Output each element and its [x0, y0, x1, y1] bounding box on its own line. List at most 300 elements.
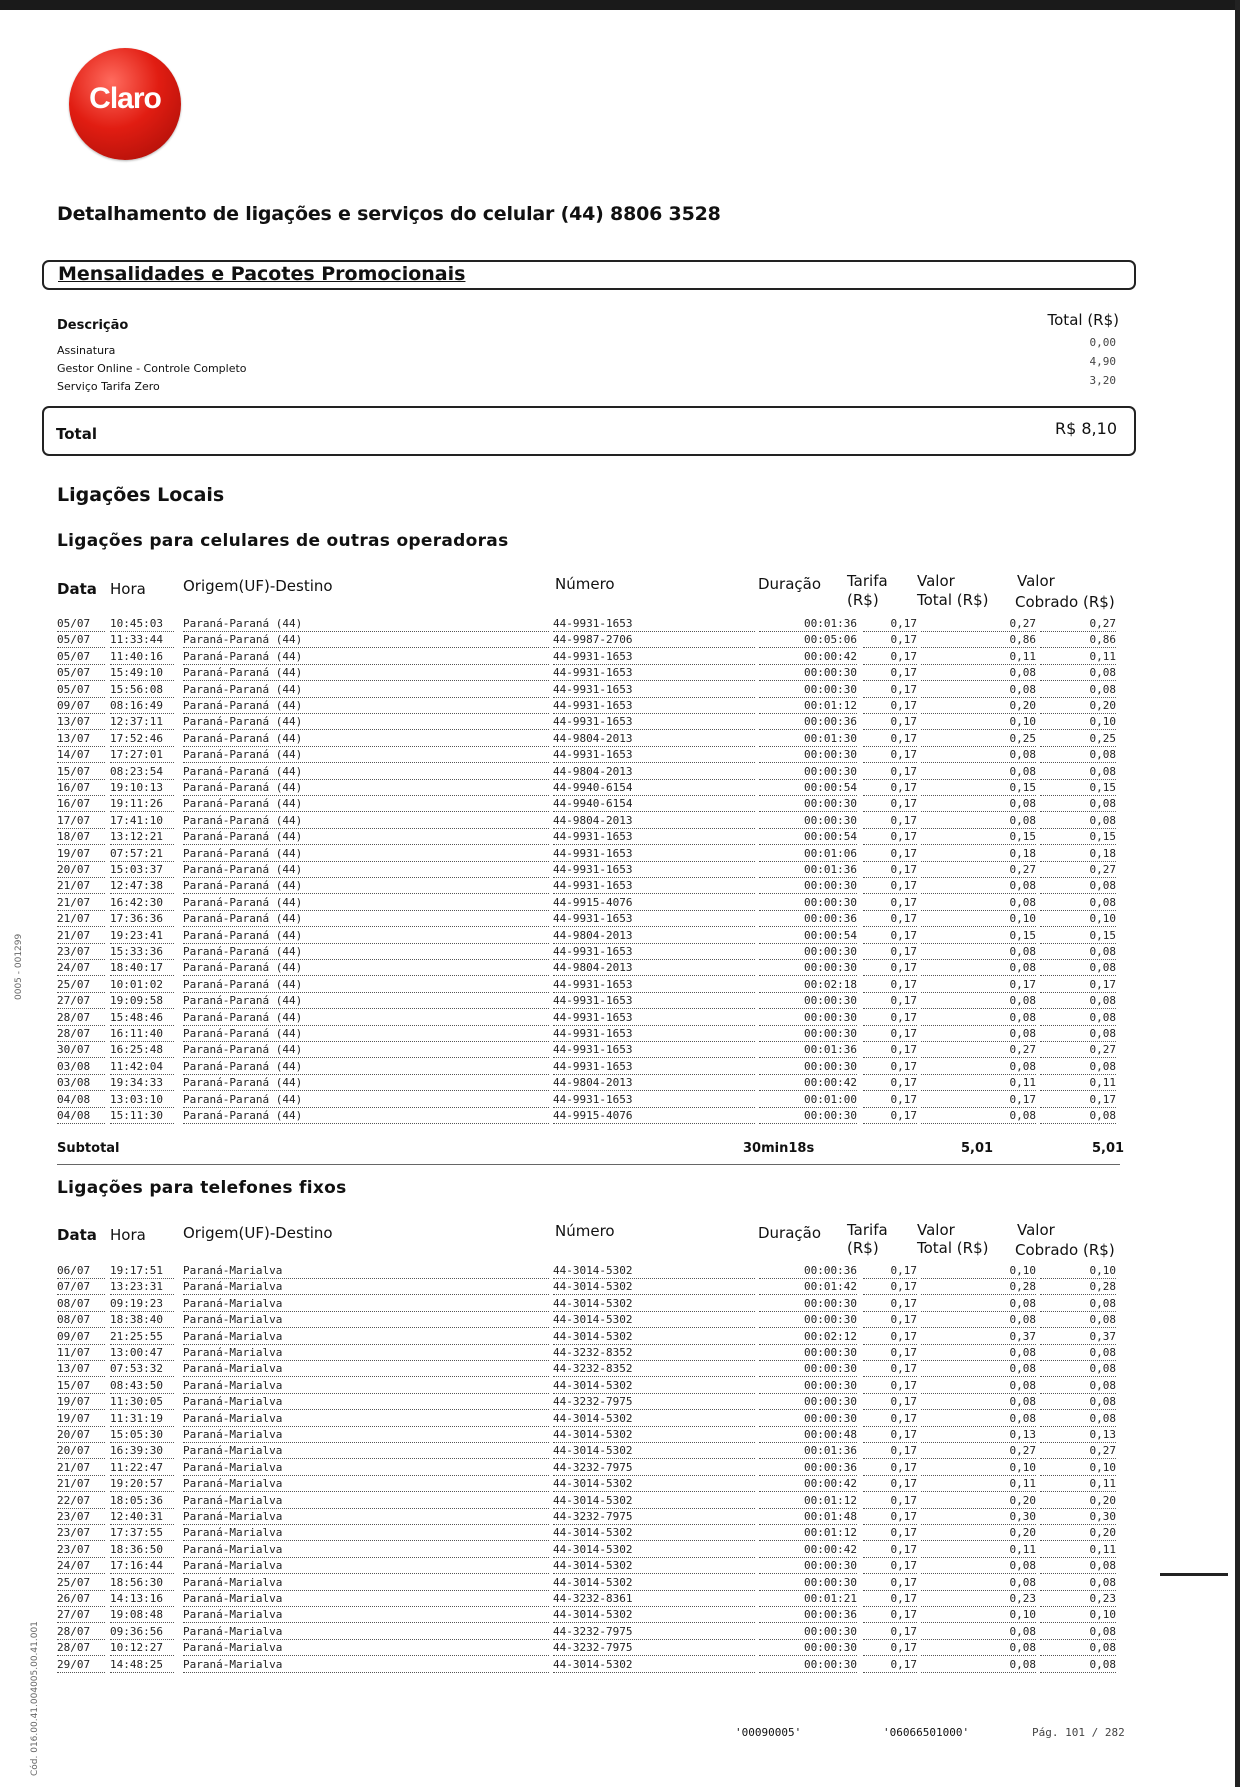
cell-valor-cobrado: 0,25	[1040, 732, 1116, 747]
cell-data: 04/08	[57, 1093, 105, 1108]
cell-hora: 08:16:49	[110, 699, 174, 714]
table-row	[57, 666, 1120, 681]
cell-origem: Paraná-Marialva	[183, 1510, 549, 1525]
cell-origem: Paraná-Marialva	[183, 1494, 549, 1509]
cell-origem: Paraná-Paraná (44)	[183, 617, 549, 632]
cell-valor-total: 0,08	[921, 879, 1036, 894]
cell-numero: 44-9931-1653	[553, 683, 755, 698]
cell-valor-total: 0,08	[921, 1658, 1036, 1673]
cell-data: 05/07	[57, 633, 105, 648]
cell-duracao: 00:00:30	[759, 666, 857, 681]
cell-valor-cobrado: 0,11	[1040, 1477, 1116, 1492]
cell-numero: 44-9931-1653	[553, 994, 755, 1009]
cell-data: 26/07	[57, 1592, 105, 1607]
cell-data: 03/08	[57, 1076, 105, 1091]
cell-data: 19/07	[57, 1395, 105, 1410]
cell-duracao: 00:01:12	[759, 1526, 857, 1541]
cell-duracao: 00:00:36	[759, 1608, 857, 1623]
cell-hora: 19:23:41	[110, 929, 174, 944]
cell-duracao: 00:00:36	[759, 1264, 857, 1279]
side-code: 0005 - 001299	[14, 933, 24, 1000]
cell-data: 05/07	[57, 617, 105, 632]
cell-numero: 44-9804-2013	[553, 814, 755, 829]
cell-hora: 14:13:16	[110, 1592, 174, 1607]
cell-hora: 19:10:13	[110, 781, 174, 796]
cell-origem: Paraná-Paraná (44)	[183, 945, 549, 960]
cell-origem: Paraná-Paraná (44)	[183, 765, 549, 780]
cell-duracao: 00:00:36	[759, 912, 857, 927]
cell-valor-cobrado: 0,08	[1040, 1576, 1116, 1591]
cell-valor-cobrado: 0,08	[1040, 1658, 1116, 1673]
cell-valor-cobrado: 0,10	[1040, 715, 1116, 730]
cell-origem: Paraná-Paraná (44)	[183, 1109, 549, 1124]
cell-origem: Paraná-Paraná (44)	[183, 994, 549, 1009]
cell-origem: Paraná-Marialva	[183, 1477, 549, 1492]
table-row	[57, 699, 1120, 714]
cell-origem: Paraná-Paraná (44)	[183, 781, 549, 796]
cell-data: 20/07	[57, 1428, 105, 1443]
table-row	[57, 1412, 1120, 1427]
cell-numero: 44-3014-5302	[553, 1280, 755, 1295]
cell-valor-cobrado: 0,08	[1040, 797, 1116, 812]
cell-valor-total: 0,11	[921, 650, 1036, 665]
cell-duracao: 00:00:30	[759, 945, 857, 960]
cell-numero: 44-9940-6154	[553, 797, 755, 812]
cell-valor-cobrado: 0,18	[1040, 847, 1116, 862]
cell-hora: 09:36:56	[110, 1625, 174, 1640]
cell-duracao: 00:00:30	[759, 797, 857, 812]
cell-valor-total: 0,10	[921, 1608, 1036, 1623]
cell-valor-cobrado: 0,08	[1040, 961, 1116, 976]
cell-data: 08/07	[57, 1313, 105, 1328]
table-row	[57, 1043, 1120, 1058]
cell-numero: 44-9931-1653	[553, 830, 755, 845]
cell-data: 06/07	[57, 1264, 105, 1279]
cell-origem: Paraná-Marialva	[183, 1625, 549, 1640]
cell-numero: 44-9915-4076	[553, 1109, 755, 1124]
cell-valor-cobrado: 0,15	[1040, 830, 1116, 845]
col-tarifa-unit: (R$)	[847, 591, 879, 609]
cell-data: 05/07	[57, 683, 105, 698]
top-border	[0, 0, 1240, 10]
col-hora: Hora	[110, 1226, 146, 1244]
cell-hora: 16:42:30	[110, 896, 174, 911]
cell-valor-total: 0,10	[921, 1264, 1036, 1279]
cell-hora: 21:25:55	[110, 1330, 174, 1345]
cell-hora: 12:40:31	[110, 1510, 174, 1525]
cell-tarifa: 0,17	[863, 1477, 917, 1492]
cell-data: 28/07	[57, 1011, 105, 1026]
cell-data: 17/07	[57, 814, 105, 829]
cell-valor-total: 0,86	[921, 633, 1036, 648]
table-row	[57, 1428, 1120, 1443]
cell-valor-cobrado: 0,10	[1040, 1461, 1116, 1476]
cell-duracao: 00:00:30	[759, 896, 857, 911]
cell-valor-cobrado: 0,10	[1040, 1608, 1116, 1623]
cell-numero: 44-9940-6154	[553, 781, 755, 796]
cell-valor-total: 0,10	[921, 1461, 1036, 1476]
cell-tarifa: 0,17	[863, 1412, 917, 1427]
cell-duracao: 00:00:30	[759, 1379, 857, 1394]
subsection-title-fixos: Ligações para telefones fixos	[57, 1178, 347, 1198]
cell-origem: Paraná-Marialva	[183, 1444, 549, 1459]
cell-valor-cobrado: 0,08	[1040, 1109, 1116, 1124]
cell-numero: 44-9931-1653	[553, 1060, 755, 1075]
cell-tarifa: 0,17	[863, 781, 917, 796]
cell-numero: 44-3014-5302	[553, 1412, 755, 1427]
cell-hora: 18:05:36	[110, 1494, 174, 1509]
cell-tarifa: 0,17	[863, 863, 917, 878]
cell-valor-cobrado: 0,08	[1040, 1060, 1116, 1075]
table-row	[57, 1027, 1120, 1042]
cell-valor-cobrado: 0,08	[1040, 1313, 1116, 1328]
cell-tarifa: 0,17	[863, 1011, 917, 1026]
cell-data: 14/07	[57, 748, 105, 763]
cell-hora: 10:01:02	[110, 978, 174, 993]
cell-tarifa: 0,17	[863, 1592, 917, 1607]
table-row	[57, 683, 1120, 698]
cell-duracao: 00:01:21	[759, 1592, 857, 1607]
cell-duracao: 00:02:12	[759, 1330, 857, 1345]
cell-hora: 11:30:05	[110, 1395, 174, 1410]
cell-origem: Paraná-Paraná (44)	[183, 1060, 549, 1075]
table-row	[57, 1641, 1120, 1656]
cell-valor-cobrado: 0,08	[1040, 1395, 1116, 1410]
table-row	[57, 765, 1120, 780]
table-row	[57, 1280, 1120, 1295]
cell-numero: 44-3232-8352	[553, 1346, 755, 1361]
cell-tarifa: 0,17	[863, 1461, 917, 1476]
service-item: Gestor Online - Controle Completo	[57, 362, 247, 375]
cell-numero: 44-9931-1653	[553, 945, 755, 960]
cell-data: 21/07	[57, 896, 105, 911]
cell-duracao: 00:01:30	[759, 732, 857, 747]
cell-duracao: 00:00:30	[759, 1027, 857, 1042]
cell-numero: 44-3014-5302	[553, 1444, 755, 1459]
cell-duracao: 00:00:30	[759, 1641, 857, 1656]
table-row	[57, 781, 1120, 796]
cell-valor-cobrado: 0,27	[1040, 1444, 1116, 1459]
cell-valor-total: 0,18	[921, 847, 1036, 862]
table-row	[57, 797, 1120, 812]
cell-duracao: 00:00:30	[759, 1297, 857, 1312]
cell-origem: Paraná-Marialva	[183, 1461, 549, 1476]
cell-duracao: 00:05:06	[759, 633, 857, 648]
cell-numero: 44-9931-1653	[553, 912, 755, 927]
table-row	[57, 633, 1120, 648]
cell-valor-cobrado: 0,08	[1040, 683, 1116, 698]
cell-valor-cobrado: 0,11	[1040, 1076, 1116, 1091]
cell-data: 20/07	[57, 1444, 105, 1459]
cell-origem: Paraná-Marialva	[183, 1280, 549, 1295]
table-row	[57, 830, 1120, 845]
cell-duracao: 00:00:54	[759, 781, 857, 796]
cell-numero: 44-3014-5302	[553, 1658, 755, 1673]
cell-tarifa: 0,17	[863, 1264, 917, 1279]
cell-valor-cobrado: 0,08	[1040, 765, 1116, 780]
cell-data: 23/07	[57, 1526, 105, 1541]
cell-tarifa: 0,17	[863, 978, 917, 993]
cell-numero: 44-3014-5302	[553, 1379, 755, 1394]
table-row	[57, 1060, 1120, 1075]
table-row	[57, 929, 1120, 944]
cell-numero: 44-3014-5302	[553, 1297, 755, 1312]
cell-data: 30/07	[57, 1043, 105, 1058]
cell-tarifa: 0,17	[863, 1576, 917, 1591]
cell-hora: 18:36:50	[110, 1543, 174, 1558]
cell-valor-cobrado: 0,17	[1040, 1093, 1116, 1108]
cell-valor-cobrado: 0,08	[1040, 945, 1116, 960]
table-row	[57, 715, 1120, 730]
cell-tarifa: 0,17	[863, 765, 917, 780]
cell-numero: 44-3014-5302	[553, 1543, 755, 1558]
cell-valor-cobrado: 0,08	[1040, 896, 1116, 911]
total-value: R$ 8,10	[1054, 419, 1117, 438]
cell-valor-total: 0,08	[921, 1379, 1036, 1394]
cell-data: 08/07	[57, 1297, 105, 1312]
cell-valor-cobrado: 0,10	[1040, 912, 1116, 927]
cell-origem: Paraná-Paraná (44)	[183, 814, 549, 829]
cell-tarifa: 0,17	[863, 1543, 917, 1558]
cell-tarifa: 0,17	[863, 1428, 917, 1443]
cell-hora: 19:11:26	[110, 797, 174, 812]
cell-hora: 07:53:32	[110, 1362, 174, 1377]
cell-valor-cobrado: 0,30	[1040, 1510, 1116, 1525]
subtotal-label: Subtotal	[57, 1141, 120, 1156]
cell-numero: 44-3014-5302	[553, 1559, 755, 1574]
cell-valor-cobrado: 0,11	[1040, 650, 1116, 665]
cell-numero: 44-3232-8352	[553, 1362, 755, 1377]
cell-duracao: 00:01:12	[759, 699, 857, 714]
cell-data: 25/07	[57, 978, 105, 993]
cell-hora: 18:38:40	[110, 1313, 174, 1328]
cell-origem: Paraná-Marialva	[183, 1330, 549, 1345]
cell-numero: 44-3014-5302	[553, 1608, 755, 1623]
cell-origem: Paraná-Marialva	[183, 1559, 549, 1574]
col-valor-total: Valor	[917, 1221, 955, 1239]
cell-numero: 44-9931-1653	[553, 978, 755, 993]
cell-origem: Paraná-Paraná (44)	[183, 929, 549, 944]
cell-numero: 44-9804-2013	[553, 1076, 755, 1091]
cell-valor-cobrado: 0,23	[1040, 1592, 1116, 1607]
cell-numero: 44-9931-1653	[553, 1043, 755, 1058]
mensalidades-total-box	[42, 406, 1136, 456]
cell-hora: 10:12:27	[110, 1641, 174, 1656]
cell-origem: Paraná-Marialva	[183, 1576, 549, 1591]
cell-numero: 44-9931-1653	[553, 847, 755, 862]
cell-origem: Paraná-Paraná (44)	[183, 715, 549, 730]
cell-valor-total: 0,28	[921, 1280, 1036, 1295]
cell-tarifa: 0,17	[863, 1379, 917, 1394]
cell-origem: Paraná-Paraná (44)	[183, 879, 549, 894]
mensalidades-header-box	[42, 260, 1136, 290]
cell-tarifa: 0,17	[863, 715, 917, 730]
cell-origem: Paraná-Paraná (44)	[183, 748, 549, 763]
cell-duracao: 00:01:48	[759, 1510, 857, 1525]
cell-origem: Paraná-Marialva	[183, 1379, 549, 1394]
cell-valor-total: 0,08	[921, 1346, 1036, 1361]
table-row	[57, 994, 1120, 1009]
cell-numero: 44-9931-1653	[553, 1027, 755, 1042]
cell-duracao: 00:00:54	[759, 830, 857, 845]
cell-hora: 11:33:44	[110, 633, 174, 648]
separator-line	[57, 1164, 1120, 1165]
cell-data: 18/07	[57, 830, 105, 845]
subtotal-cobrado: 5,01	[1092, 1141, 1125, 1156]
cell-origem: Paraná-Marialva	[183, 1362, 549, 1377]
table-row	[57, 1625, 1120, 1640]
cell-hora: 17:37:55	[110, 1526, 174, 1541]
cell-valor-total: 0,15	[921, 830, 1036, 845]
table-row	[57, 1494, 1120, 1509]
cell-duracao: 00:01:36	[759, 863, 857, 878]
cell-valor-total: 0,08	[921, 1559, 1036, 1574]
cell-valor-total: 0,11	[921, 1477, 1036, 1492]
cell-duracao: 00:00:54	[759, 929, 857, 944]
cell-duracao: 00:00:30	[759, 1412, 857, 1427]
cell-hora: 12:47:38	[110, 879, 174, 894]
cell-duracao: 00:00:30	[759, 994, 857, 1009]
cell-data: 28/07	[57, 1027, 105, 1042]
cell-numero: 44-3232-7975	[553, 1510, 755, 1525]
cell-hora: 15:05:30	[110, 1428, 174, 1443]
cell-origem: Paraná-Marialva	[183, 1297, 549, 1312]
table-row	[57, 1477, 1120, 1492]
col-valor-total-2: Total (R$)	[917, 591, 989, 609]
cell-data: 24/07	[57, 1559, 105, 1574]
cell-tarifa: 0,17	[863, 879, 917, 894]
cell-origem: Paraná-Paraná (44)	[183, 863, 549, 878]
table-row	[57, 1297, 1120, 1312]
cell-tarifa: 0,17	[863, 1109, 917, 1124]
cell-duracao: 00:00:30	[759, 879, 857, 894]
cell-data: 19/07	[57, 847, 105, 862]
cell-hora: 12:37:11	[110, 715, 174, 730]
cell-numero: 44-9931-1653	[553, 650, 755, 665]
table-row	[57, 1264, 1120, 1279]
col-tarifa-unit: (R$)	[847, 1239, 879, 1257]
cell-tarifa: 0,17	[863, 1027, 917, 1042]
cell-valor-cobrado: 0,15	[1040, 781, 1116, 796]
cell-duracao: 00:00:42	[759, 1543, 857, 1558]
cell-valor-cobrado: 0,08	[1040, 1362, 1116, 1377]
cell-tarifa: 0,17	[863, 1641, 917, 1656]
cell-valor-total: 0,11	[921, 1543, 1036, 1558]
cell-hora: 07:57:21	[110, 847, 174, 862]
cell-valor-total: 0,15	[921, 929, 1036, 944]
cell-hora: 13:00:47	[110, 1346, 174, 1361]
cell-duracao: 00:00:30	[759, 1346, 857, 1361]
cell-origem: Paraná-Marialva	[183, 1313, 549, 1328]
cell-origem: Paraná-Paraná (44)	[183, 847, 549, 862]
cell-origem: Paraná-Paraná (44)	[183, 978, 549, 993]
col-descricao: Descrição	[57, 318, 129, 333]
cell-data: 19/07	[57, 1412, 105, 1427]
total-label: Total	[56, 425, 97, 443]
cell-numero: 44-3014-5302	[553, 1428, 755, 1443]
cell-duracao: 00:00:30	[759, 1625, 857, 1640]
cell-tarifa: 0,17	[863, 1346, 917, 1361]
cell-hora: 11:22:47	[110, 1461, 174, 1476]
cell-hora: 19:34:33	[110, 1076, 174, 1091]
cell-duracao: 00:00:36	[759, 1461, 857, 1476]
cell-duracao: 00:00:30	[759, 1658, 857, 1673]
col-total: Total (R$)	[1047, 311, 1119, 329]
table-row	[57, 1658, 1120, 1673]
cell-origem: Paraná-Marialva	[183, 1608, 549, 1623]
cell-valor-cobrado: 0,27	[1040, 1043, 1116, 1058]
cell-valor-total: 0,08	[921, 1576, 1036, 1591]
cell-origem: Paraná-Marialva	[183, 1428, 549, 1443]
cell-data: 07/07	[57, 1280, 105, 1295]
cell-valor-cobrado: 0,28	[1040, 1280, 1116, 1295]
table-row	[57, 732, 1120, 747]
cell-origem: Paraná-Paraná (44)	[183, 1076, 549, 1091]
cell-duracao: 00:00:42	[759, 1477, 857, 1492]
cell-data: 13/07	[57, 1362, 105, 1377]
side-code-2: Cód. 016.00.41.004005.00.41.001	[30, 1621, 40, 1776]
cell-origem: Paraná-Marialva	[183, 1412, 549, 1427]
cell-valor-total: 0,08	[921, 1297, 1036, 1312]
cell-tarifa: 0,17	[863, 666, 917, 681]
cell-hora: 17:36:36	[110, 912, 174, 927]
cell-hora: 18:56:30	[110, 1576, 174, 1591]
footer-page-number: Pág. 101 / 282	[1032, 1726, 1125, 1739]
cell-duracao: 00:00:42	[759, 1076, 857, 1091]
cell-numero: 44-9931-1653	[553, 617, 755, 632]
cell-origem: Paraná-Marialva	[183, 1395, 549, 1410]
cell-numero: 44-9931-1653	[553, 715, 755, 730]
cell-tarifa: 0,17	[863, 683, 917, 698]
cell-tarifa: 0,17	[863, 1093, 917, 1108]
cell-numero: 44-3232-7975	[553, 1395, 755, 1410]
cell-numero: 44-3232-7975	[553, 1461, 755, 1476]
cell-data: 16/07	[57, 797, 105, 812]
cell-valor-total: 0,08	[921, 814, 1036, 829]
subsection-title-celulares: Ligações para celulares de outras operadoras	[57, 531, 509, 551]
table-row	[57, 1330, 1120, 1345]
cell-origem: Paraná-Paraná (44)	[183, 1043, 549, 1058]
cell-tarifa: 0,17	[863, 830, 917, 845]
cell-data: 25/07	[57, 1576, 105, 1591]
cell-valor-total: 0,15	[921, 781, 1036, 796]
cell-origem: Paraná-Paraná (44)	[183, 912, 549, 927]
table-row	[57, 879, 1120, 894]
col-valor-total: Valor	[917, 572, 955, 590]
cell-tarifa: 0,17	[863, 617, 917, 632]
cell-valor-cobrado: 0,13	[1040, 1428, 1116, 1443]
cell-data: 23/07	[57, 1510, 105, 1525]
cell-data: 15/07	[57, 765, 105, 780]
cell-hora: 16:11:40	[110, 1027, 174, 1042]
cell-valor-cobrado: 0,17	[1040, 978, 1116, 993]
cell-valor-cobrado: 0,08	[1040, 1625, 1116, 1640]
margin-mark	[1160, 1573, 1228, 1576]
cell-numero: 44-3232-7975	[553, 1625, 755, 1640]
cell-numero: 44-3014-5302	[553, 1526, 755, 1541]
cell-tarifa: 0,17	[863, 896, 917, 911]
cell-tarifa: 0,17	[863, 1362, 917, 1377]
cell-duracao: 00:01:36	[759, 1444, 857, 1459]
cell-hora: 09:19:23	[110, 1297, 174, 1312]
cell-tarifa: 0,17	[863, 1043, 917, 1058]
cell-origem: Paraná-Marialva	[183, 1346, 549, 1361]
cell-valor-cobrado: 0,08	[1040, 994, 1116, 1009]
subtotal-row	[57, 1141, 1125, 1159]
cell-duracao: 00:01:00	[759, 1093, 857, 1108]
cell-valor-total: 0,27	[921, 1043, 1036, 1058]
cell-hora: 13:12:21	[110, 830, 174, 845]
